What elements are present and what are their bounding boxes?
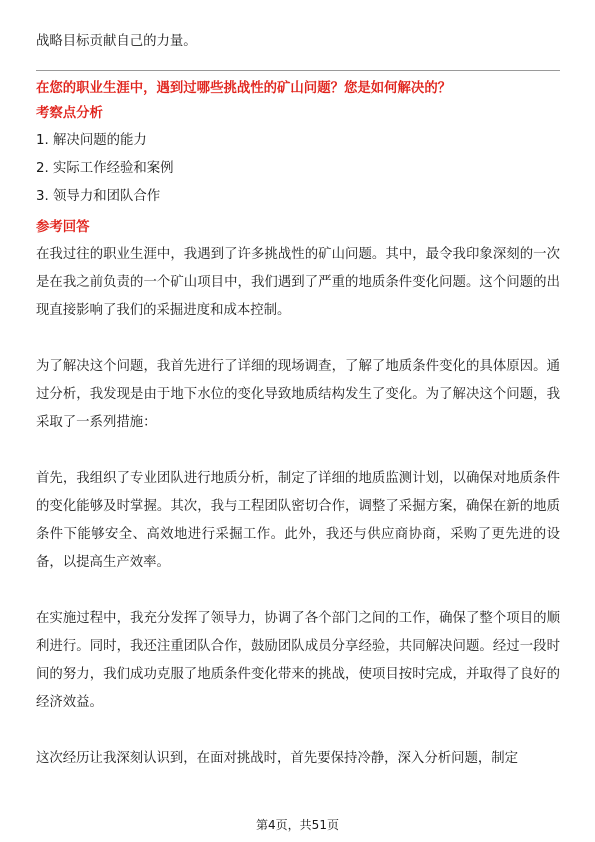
answer-paragraph: 在我过往的职业生涯中，我遇到了许多挑战性的矿山问题。其中，最令我印象深刻的一次是在我之前负责的一个矿山项目中，我们遇到了严重的地质条件变化问题。这个问题的出现直接影响了我们的采掘进度和成本控制。	[36, 247, 560, 318]
paragraph-gap	[36, 577, 560, 605]
answer-paragraph: 在实施过程中，我充分发挥了领导力，协调了各个部门之间的工作，确保了整个项目的顺利进行。同时，我还注重团队合作，鼓励团队成员分享经验，共同解决问题。经过一段时间的努力，我们成功克服了地质条件变化带来的挑战，使项目按时完成，并取得了良好的经济效益。	[36, 611, 560, 710]
page-number: 第4页，共51页	[256, 818, 339, 832]
analysis-heading: 考察点分析	[36, 106, 103, 121]
answer-paragraph: 这次经历让我深刻认识到，在面对挑战时，首先要保持冷静，深入分析问题，制定	[36, 751, 519, 766]
answer-paragraph: 为了解决这个问题，我首先进行了详细的现场调查，了解了地质条件变化的具体原因。通过分析，我发现是由于地下水位的变化导致地质结构发生了变化。为了解决这个问题，我采取了一系列措施：	[36, 359, 560, 430]
paragraph-gap	[36, 437, 560, 465]
analysis-point: 3. 领导力和团队合作	[36, 189, 161, 204]
analysis-point: 2. 实际工作经验和案例	[36, 161, 174, 176]
section-divider	[36, 70, 560, 71]
analysis-points	[36, 127, 560, 211]
question-title: 在您的职业生涯中，遇到过哪些挑战性的矿山问题？您是如何解决的？	[36, 81, 452, 96]
paragraph-gap	[36, 325, 560, 353]
page-content	[36, 28, 560, 773]
answer-paragraph: 首先，我组织了专业团队进行地质分析，制定了详细的地质监测计划，以确保对地质条件的变化能够及时掌握。其次，我与工程团队密切合作，调整了采掘方案，确保在新的地质条件下能够安全、高效地进行采掘工作。此外，我还与供应商协商，采购了更先进的设备，以提高生产效率。	[36, 471, 560, 570]
analysis-point: 1. 解决问题的能力	[36, 133, 147, 148]
intro-text: 战略目标贡献自己的力量。	[36, 34, 197, 49]
paragraph-gap	[36, 717, 560, 745]
answer-heading: 参考回答	[36, 220, 90, 235]
